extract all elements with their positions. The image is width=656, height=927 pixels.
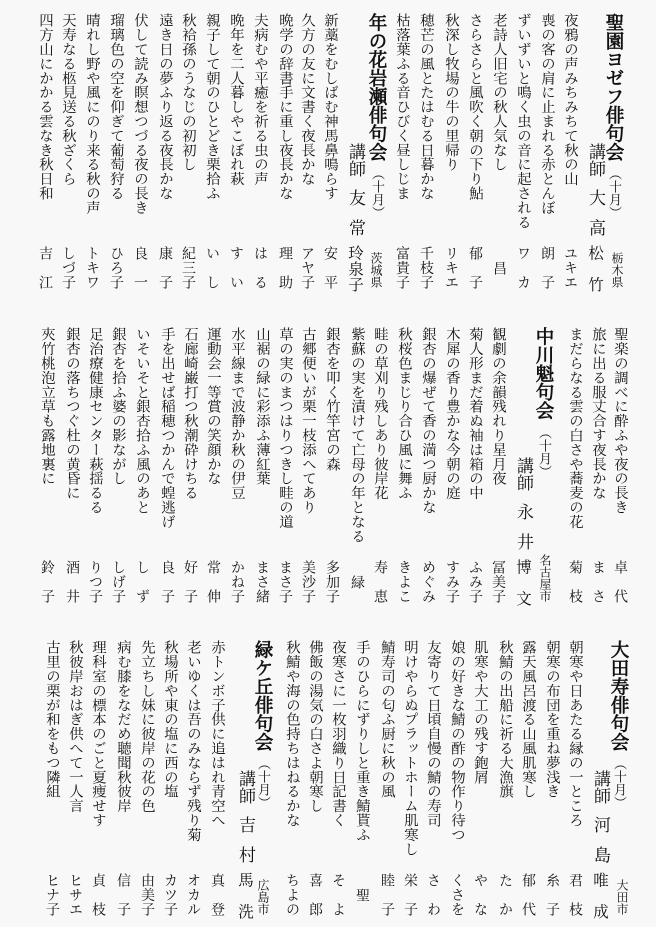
haiku-text: 娘の好きな鯖の酢の物作り待つ <box>449 640 465 842</box>
haiku-text: 石廊崎巌打つ秋潮砕けちる <box>182 327 198 500</box>
haiku-entry <box>589 314 607 614</box>
haiku-text: 紫蘇の実を漬けて亡母の年となる <box>349 327 365 543</box>
haiku-author: しげ子 <box>110 560 126 603</box>
haiku-text: 朝寒や日あたる縁の一ところ <box>567 640 583 828</box>
haiku-entry <box>323 314 341 614</box>
section-title: 緑ケ丘俳句会 <box>252 640 273 751</box>
lecturer-surname: 河島 <box>590 816 610 863</box>
haiku-author: さわ <box>425 873 441 916</box>
haiku-text: 夫病むや平癒を祈る虫の声 <box>252 13 268 186</box>
lecturer-surname: 吉村 <box>235 816 255 863</box>
section-title-column <box>364 13 388 219</box>
haiku-text: 秋彼岸おはぎ供へて一人言 <box>67 640 83 813</box>
haiku-entry <box>471 627 489 927</box>
haiku-entry <box>348 314 366 614</box>
haiku-entry <box>442 0 460 300</box>
location-label: 広島市 <box>256 879 270 915</box>
haiku-author: 真登 <box>209 873 225 916</box>
haiku-author: オカル <box>185 873 201 916</box>
haiku-entry <box>161 627 179 927</box>
haiku-text: 夜鴉の声みちみちて秋の山 <box>562 13 578 186</box>
haiku-text: 銀杏の落ちつぐ杜の黄昏に <box>64 327 80 500</box>
lecturer-column <box>513 314 533 614</box>
haiku-entry <box>59 0 77 300</box>
haiku-author: ちよの <box>284 873 300 916</box>
haiku-author: まさ <box>590 560 606 603</box>
haiku-text: 喪の客の肩に止まれる赤とんぼ <box>539 13 555 215</box>
haiku-author: すい <box>228 246 244 289</box>
lecturer-column <box>585 0 605 300</box>
haiku-text: 運動会一等賞の笑顔かな <box>205 327 221 486</box>
haiku-author: りつ子 <box>87 560 103 603</box>
haiku-author: そよ <box>330 873 346 916</box>
haiku-text: 水平線まで波静か秋の伊豆 <box>229 327 245 500</box>
haiku-author: 卓代 <box>612 560 628 603</box>
haiku-author: まさ子 <box>277 560 293 603</box>
haiku-entry <box>298 0 316 300</box>
haiku-author: かね子 <box>229 560 245 603</box>
haiku-text: 晴れし野や風にのり来る秋の声 <box>84 13 100 215</box>
haiku-author: 糸子 <box>544 873 560 916</box>
haiku-entry <box>466 0 484 300</box>
haiku-text: 理科室の標本のごと夏痩せす <box>90 640 106 828</box>
haiku-author: 鈴子 <box>39 560 55 603</box>
haiku-text: さらさらと風吹く朝の下り鮎 <box>467 13 483 201</box>
haiku-author: 良一 <box>132 246 148 289</box>
haiku-text: 久方の友に文書く夜長かな <box>299 13 315 186</box>
lecturer-given-name: 博文 <box>514 559 532 606</box>
haiku-text: 穂芒の風とたはむる日暮かな <box>418 13 434 201</box>
section-title: 中川魁句会 <box>533 327 554 420</box>
haiku-text: 聖楽の調べに酔ふや夜の長き <box>612 327 628 515</box>
haiku-text: まだらなる雲の白さや蕎麦の花 <box>567 327 583 529</box>
haiku-author: ヒナ子 <box>44 873 60 916</box>
haiku-entry <box>227 0 245 300</box>
haiku-author: 緑 <box>349 574 365 589</box>
haiku-entry <box>276 314 294 614</box>
lecturer-surname: 友常 <box>345 189 365 236</box>
month-label: （十月） <box>369 167 384 219</box>
haiku-entry <box>251 0 269 300</box>
haiku-author: ヒサエ <box>67 873 83 916</box>
haiku-author: 康子 <box>157 246 173 289</box>
haiku-author: 郁代 <box>520 873 536 916</box>
haiku-text: 古里の栗が和をもつ隣組 <box>44 640 60 799</box>
haiku-entry <box>184 627 202 927</box>
tier-bottom <box>0 627 656 927</box>
haiku-author: 冨美子 <box>490 560 506 603</box>
haiku-entry <box>393 0 411 300</box>
haiku-text: 老いゆくは吾のみならず残り菊 <box>185 640 201 842</box>
haiku-entry <box>86 314 104 614</box>
haiku-entry <box>306 627 324 927</box>
haiku-entry <box>63 314 81 614</box>
haiku-author: 寿恵 <box>372 560 388 603</box>
haiku-author: しづ子 <box>60 246 76 289</box>
section-title: 大田寿俳句会 <box>608 640 629 751</box>
haiku-author: くさを <box>449 873 465 916</box>
month-label: （十月） <box>611 757 626 809</box>
haiku-text: 草の実のまつはりつきし畦の道 <box>277 327 293 529</box>
haiku-text: 老詩人旧宅の秋人気なし <box>491 13 507 172</box>
haiku-entry <box>538 0 556 300</box>
haiku-author: 君枝 <box>567 873 583 916</box>
haiku-author: リキエ <box>443 246 459 289</box>
haiku-text: 親子して朝のひとどき栗拾ふ <box>204 13 220 201</box>
haiku-author: カツ子 <box>162 873 178 916</box>
haiku-text: 瑠璃色の空を仰ぎて葡萄狩る <box>108 13 124 201</box>
haiku-entry <box>107 0 125 300</box>
haiku-entry <box>448 627 466 927</box>
haiku-author: アヤ子 <box>299 246 315 289</box>
haiku-author: 理助 <box>277 246 293 289</box>
haiku-author: すみ子 <box>444 560 460 603</box>
haiku-text: 秋場所や東の塩に西の塩 <box>162 640 178 799</box>
haiku-entry <box>566 314 584 614</box>
haiku-entry <box>138 627 156 927</box>
haiku-author: 吉江 <box>37 246 53 289</box>
haiku-entry <box>114 627 132 927</box>
haiku-author: 千枝子 <box>418 246 434 289</box>
haiku-text: 秋桜色まじり合ひ風に舞ふ <box>396 327 412 500</box>
haiku-entry <box>417 0 435 300</box>
haiku-text: 肌寒や大工の残す鉋屑 <box>472 640 488 784</box>
lecturer-column <box>235 627 255 927</box>
haiku-text: 天寿なる柩見送る秋ざくら <box>60 13 76 186</box>
haiku-text: 佛飯の湯気の白さよ朝寒し <box>307 640 323 813</box>
lecturer-column <box>590 627 610 927</box>
haiku-text: 朝寒の布団を重ね夢浅き <box>544 640 560 799</box>
haiku-entry <box>543 627 561 927</box>
haiku-entry <box>519 627 537 927</box>
haiku-entry <box>253 314 271 614</box>
lecturer-label: 講師 <box>585 143 605 177</box>
haiku-entry <box>38 314 56 614</box>
haiku-text: 明けやらぬプラットホーム肌寒し <box>402 640 418 856</box>
haiku-text: 山裾の緑に彩添ふ薄紅葉 <box>254 327 270 486</box>
lecturer-label: 講師 <box>590 770 610 804</box>
haiku-text: 晩年を二人暮しやこぼれ萩 <box>228 13 244 186</box>
haiku-entry <box>83 0 101 300</box>
haiku-entry <box>204 314 222 614</box>
haiku-author: いし <box>204 246 220 289</box>
location-label: 名古屋市 <box>538 554 552 602</box>
haiku-entry <box>283 627 301 927</box>
lecturer-given-name: 唯成 <box>591 872 609 919</box>
haiku-text: 伏して読み瞑想つづる夜の長き <box>132 13 148 215</box>
haiku-entry <box>353 627 371 927</box>
haiku-text: 秋鯖や海の色持ちはねるかな <box>284 640 300 828</box>
lecturer-surname: 永井 <box>513 503 533 550</box>
haiku-text: 菊人形まだ着ぬ袖は箱の中 <box>467 327 483 500</box>
haiku-author: ひろ子 <box>108 246 124 289</box>
haiku-entry <box>89 627 107 927</box>
haiku-text: 銀杏の爆ぜて香の満つ厨かな <box>420 327 436 515</box>
haiku-text: 秋袷孫のうなじの初初し <box>180 13 196 172</box>
haiku-text: 赤トンボ子供に追はれ青空へ <box>209 640 225 828</box>
haiku-author: 睦子 <box>379 873 395 916</box>
haiku-author: 常伸 <box>205 560 221 603</box>
haiku-entry <box>489 314 507 614</box>
haiku-entry <box>378 627 396 927</box>
haiku-entry <box>203 0 221 300</box>
haiku-text: 秋鯖の出船に祈る大漁旗 <box>497 640 513 799</box>
haiku-text: 枯落葉ふる音ひびく昼しじま <box>394 13 410 201</box>
haiku-text: 手を出せば稲穂つかんで蝗逃げ <box>159 327 175 529</box>
section-title: 年の花岩瀬俳句会 <box>366 13 387 161</box>
haiku-entry <box>228 314 246 614</box>
haiku-author: 由美子 <box>139 873 155 916</box>
haiku-entry <box>66 627 84 927</box>
haiku-entry <box>419 314 437 614</box>
haiku-author: めぐみ <box>420 560 436 603</box>
haiku-entry <box>566 627 584 927</box>
haiku-text: 病む膝をなだめ聴聞秋彼岸 <box>115 640 131 813</box>
haiku-author: 喜郎 <box>307 873 323 916</box>
haiku-entry <box>156 0 174 300</box>
haiku-entry <box>401 627 419 927</box>
haiku-entry <box>321 0 339 300</box>
location-label: 栃木県 <box>610 252 624 288</box>
haiku-entry <box>158 314 176 614</box>
haiku-entry <box>395 314 413 614</box>
lecturer-column <box>345 0 365 300</box>
haiku-text: 晩学の辞書手に重し夜長かな <box>277 13 293 201</box>
haiku-entry <box>561 0 579 300</box>
haiku-entry <box>443 314 461 614</box>
haiku-entry <box>466 314 484 614</box>
tier-top <box>0 0 656 313</box>
haiku-author: 貞枝 <box>90 873 106 916</box>
haiku-author: 紀三子 <box>180 246 196 289</box>
haiku-author: たか <box>497 873 513 916</box>
haiku-text: 木犀の香り豊かな今朝の庭 <box>444 327 460 500</box>
haiku-author: 富貴子 <box>394 246 410 289</box>
haiku-author: トキワ <box>84 246 100 289</box>
haiku-text: 旅に出る服丈合す夜長かな <box>590 327 606 500</box>
haiku-text: 畦の草刈り残しあり彼岸花 <box>372 327 388 500</box>
haiku-entry <box>496 627 514 927</box>
haiku-author: 酒井 <box>64 560 80 603</box>
haiku-author: 昌 <box>491 260 507 275</box>
haiku-text: 鯖寿司の匂ふ厨に秋の風 <box>379 640 395 799</box>
haiku-text: 足治療健康センター萩揺るる <box>87 327 103 515</box>
haiku-author: 朗子 <box>539 246 555 289</box>
haiku-entry <box>179 0 197 300</box>
section-title: 聖園ヨゼフ俳句会 <box>603 13 624 161</box>
haiku-text: 先立ちし妹に彼岸の花の色 <box>139 640 155 813</box>
haiku-author: はる <box>252 246 268 289</box>
haiku-entry <box>276 0 294 300</box>
haiku-author: きよこ <box>396 560 412 603</box>
month-label: （十月） <box>255 757 270 809</box>
haiku-author: 多加子 <box>324 560 340 603</box>
haiku-entry <box>424 627 442 927</box>
haiku-entry <box>131 0 149 300</box>
tier-middle <box>0 314 656 627</box>
month-label: （十月） <box>606 167 621 219</box>
month-label: （十月） <box>536 425 551 478</box>
haiku-entry <box>329 627 347 927</box>
haiku-entry <box>611 314 629 614</box>
haiku-text: 夾竹桃泡立草も露地裏に <box>39 327 55 486</box>
haiku-author: 安平 <box>322 246 338 289</box>
location-label: 大田市 <box>615 879 629 915</box>
haiku-entry <box>371 314 389 614</box>
section-title-column <box>531 327 555 478</box>
haiku-text: 秋深し牧場の牛の里帰り <box>443 13 459 172</box>
lecturer-label: 講師 <box>235 770 255 804</box>
haiku-author: 良子 <box>159 560 175 603</box>
lecturer-given-name: 馬洗 <box>236 872 254 919</box>
lecturer-label: 講師 <box>513 457 533 491</box>
haiku-entry <box>181 314 199 614</box>
haiku-text: ずいずいと鳴く虫の音に起される <box>515 13 531 229</box>
haiku-entry <box>133 314 151 614</box>
lecturer-surname: 大高 <box>585 189 605 236</box>
haiku-author: 郁子 <box>467 246 483 289</box>
haiku-entry <box>36 0 54 300</box>
haiku-entry <box>208 627 226 927</box>
haiku-author: 好子 <box>182 560 198 603</box>
haiku-author: ユキエ <box>562 246 578 289</box>
haiku-text: 友寄りて日頃自慢の鯖の寿司 <box>425 640 441 828</box>
haiku-entry <box>43 627 61 927</box>
haiku-author: しず <box>134 560 150 603</box>
haiku-author: ふみ子 <box>467 560 483 603</box>
haiku-entry <box>490 0 508 300</box>
haiku-text: 遠き日の夢ふり返る夜長かな <box>157 13 173 201</box>
haiku-text: 古郷便いが栗一枝添へてあり <box>300 327 316 515</box>
haiku-text: 手のひらにずりしと重き鯖貰ふ <box>354 640 370 842</box>
haiku-text: いそいそと銀杏拾ふ風のあと <box>134 327 150 515</box>
haiku-entry <box>299 314 317 614</box>
lecturer-given-name: 松竹 <box>586 245 604 292</box>
haiku-text: 銀杏を叩く竹竿宮の森 <box>324 327 340 471</box>
haiku-text: 四方山にかかる雲なき秋日和 <box>37 13 53 201</box>
haiku-author: ワカ <box>515 246 531 289</box>
lecturer-given-name: 玲泉子 <box>346 245 364 292</box>
haiku-entry <box>514 0 532 300</box>
haiku-text: 観劇の余韻残れり星月夜 <box>490 327 506 486</box>
haiku-author: やな <box>472 873 488 916</box>
haiku-text: 銀杏を拾ふ婆の影ながし <box>110 327 126 486</box>
haiku-entry <box>109 314 127 614</box>
haiku-text: 露天風呂渡る山風肌寒し <box>520 640 536 799</box>
haiku-author: 信子 <box>115 873 131 916</box>
haiku-author: 聖 <box>354 887 370 902</box>
haiku-text: 新藁をむしばむ神馬鼻鳴らす <box>322 13 338 201</box>
haiku-author: 菊枝 <box>567 560 583 603</box>
location-label: 茨城県 <box>369 252 383 288</box>
haiku-author: 美沙子 <box>300 560 316 603</box>
haiku-author: 栄子 <box>402 873 418 916</box>
haiku-text: 夜寒さに一枚羽織り日記書く <box>330 640 346 828</box>
haiku-author: まさ緒 <box>254 560 270 603</box>
lecturer-label: 講師 <box>345 143 365 177</box>
